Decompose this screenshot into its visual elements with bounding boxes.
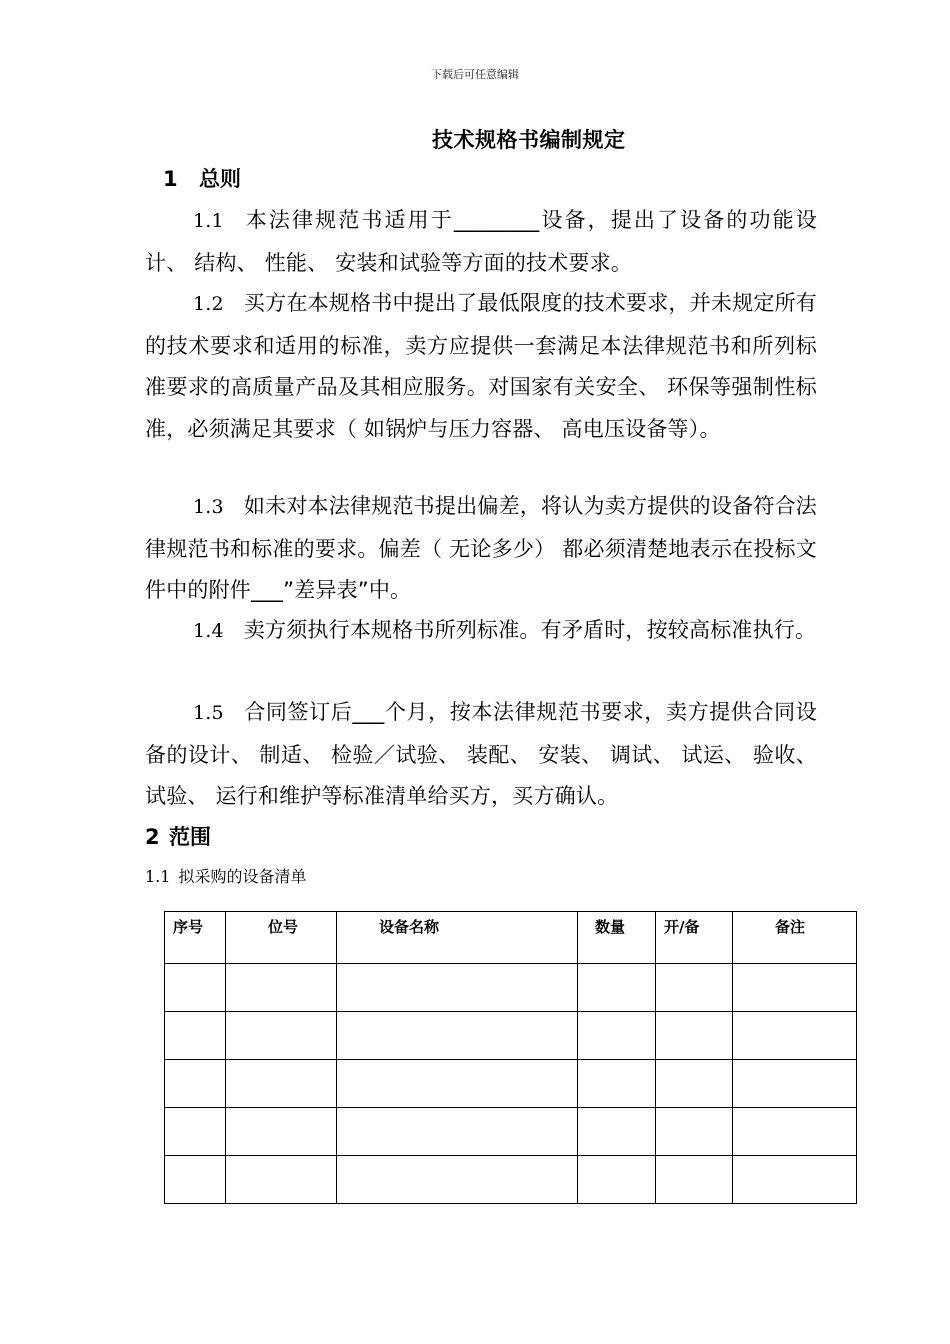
table-cell[interactable] xyxy=(165,1156,226,1204)
table-cell[interactable] xyxy=(656,1012,733,1060)
subsection-text: 拟采购的设备清单 xyxy=(178,867,307,886)
table-cell[interactable] xyxy=(226,1156,337,1204)
paragraph-1-1 xyxy=(145,200,817,284)
paragraph-1-3 xyxy=(145,486,817,612)
paragraph-number: 1.2 xyxy=(193,293,224,315)
paragraph-number: 1.1 xyxy=(193,210,224,232)
table-cell[interactable] xyxy=(656,1156,733,1204)
column-header-run-standby: 开/备 xyxy=(656,912,733,964)
table-row xyxy=(165,1012,857,1060)
page-header-note: 下载后可任意编辑 xyxy=(431,68,519,81)
paragraph-number: 1.3 xyxy=(193,496,224,518)
table-cell[interactable] xyxy=(165,1108,226,1156)
column-header-serial: 序号 xyxy=(165,912,226,964)
column-header-equipment-name: 设备名称 xyxy=(337,912,578,964)
table-cell[interactable] xyxy=(226,1060,337,1108)
document-title: 技术规格书编制规定 xyxy=(432,128,626,152)
table-cell[interactable] xyxy=(337,1108,578,1156)
paragraph-text: 如未对本法律规范书提出偏差，将认为卖方提供的设备符合法律规范书和标准的要求。偏差（ 无论多少） 都必须清楚地表示在投标文件中的附件___”差异表”中。 xyxy=(145,494,817,602)
section-2-heading xyxy=(145,821,211,851)
table-cell[interactable] xyxy=(578,964,656,1012)
section-1-heading xyxy=(163,163,241,193)
table-cell[interactable] xyxy=(578,1012,656,1060)
subsection-number: 1.1 xyxy=(145,867,171,886)
section-number: 1 xyxy=(163,167,178,191)
table-cell[interactable] xyxy=(226,1108,337,1156)
table-cell[interactable] xyxy=(337,1156,578,1204)
table-cell[interactable] xyxy=(656,1108,733,1156)
table-cell[interactable] xyxy=(165,1012,226,1060)
table-cell[interactable] xyxy=(578,1156,656,1204)
equipment-table xyxy=(164,911,857,1204)
table-cell[interactable] xyxy=(337,1060,578,1108)
section-number: 2 xyxy=(145,825,160,849)
table-cell[interactable] xyxy=(165,1060,226,1108)
table-cell[interactable] xyxy=(165,964,226,1012)
table-cell[interactable] xyxy=(656,1060,733,1108)
table-cell[interactable] xyxy=(337,964,578,1012)
table-cell[interactable] xyxy=(733,964,857,1012)
table-cell[interactable] xyxy=(578,1108,656,1156)
section-title: 总则 xyxy=(199,167,241,191)
paragraph-1-5 xyxy=(145,692,817,818)
table-cell[interactable] xyxy=(226,964,337,1012)
table-cell[interactable] xyxy=(337,1012,578,1060)
table-row xyxy=(165,964,857,1012)
table-header-row xyxy=(165,912,857,964)
equipment-list-caption xyxy=(145,864,306,887)
paragraph-1-4 xyxy=(145,610,817,653)
paragraph-number: 1.5 xyxy=(193,702,224,724)
column-header-quantity: 数量 xyxy=(578,912,656,964)
table-cell[interactable] xyxy=(733,1156,857,1204)
table-cell[interactable] xyxy=(656,964,733,1012)
paragraph-text: 买方在本规格书中提出了最低限度的技术要求，并未规定所有的技术要求和适用的标准，卖方应提供一套满足本法律规范书和所列标准要求的高质量产品及其相应服务。对国家有关安全、 环保等强制性标准，必须满足其要求（ 如锅炉与压力容器、 高电压设备等）。 xyxy=(145,291,817,441)
column-header-remarks: 备注 xyxy=(733,912,857,964)
paragraph-text: 合同签订后___个月，按本法律规范书要求，卖方提供合同设备的设计、 制适、 检验／试验、 装配、 安装、 调试、 试运、 验收、 试验、 运行和维护等标准清单给买方，买方确认。 xyxy=(145,700,817,808)
paragraph-text: 本法律规范书适用于________设备，提出了设备的功能设计、 结构、 性能、 安装和试验等方面的技术要求。 xyxy=(145,208,817,275)
paragraph-text: 卖方须执行本规格书所列标准。有矛盾时，按较高标准执行。 xyxy=(243,618,817,642)
table-row xyxy=(165,1060,857,1108)
table-row xyxy=(165,1108,857,1156)
table-cell[interactable] xyxy=(578,1060,656,1108)
table-cell[interactable] xyxy=(226,1012,337,1060)
table-cell[interactable] xyxy=(733,1012,857,1060)
table-cell[interactable] xyxy=(733,1060,857,1108)
table-cell[interactable] xyxy=(733,1108,857,1156)
paragraph-number: 1.4 xyxy=(193,620,224,642)
paragraph-1-2 xyxy=(145,283,817,450)
table-row xyxy=(165,1156,857,1204)
column-header-tag: 位号 xyxy=(226,912,337,964)
section-title: 范围 xyxy=(169,825,211,849)
